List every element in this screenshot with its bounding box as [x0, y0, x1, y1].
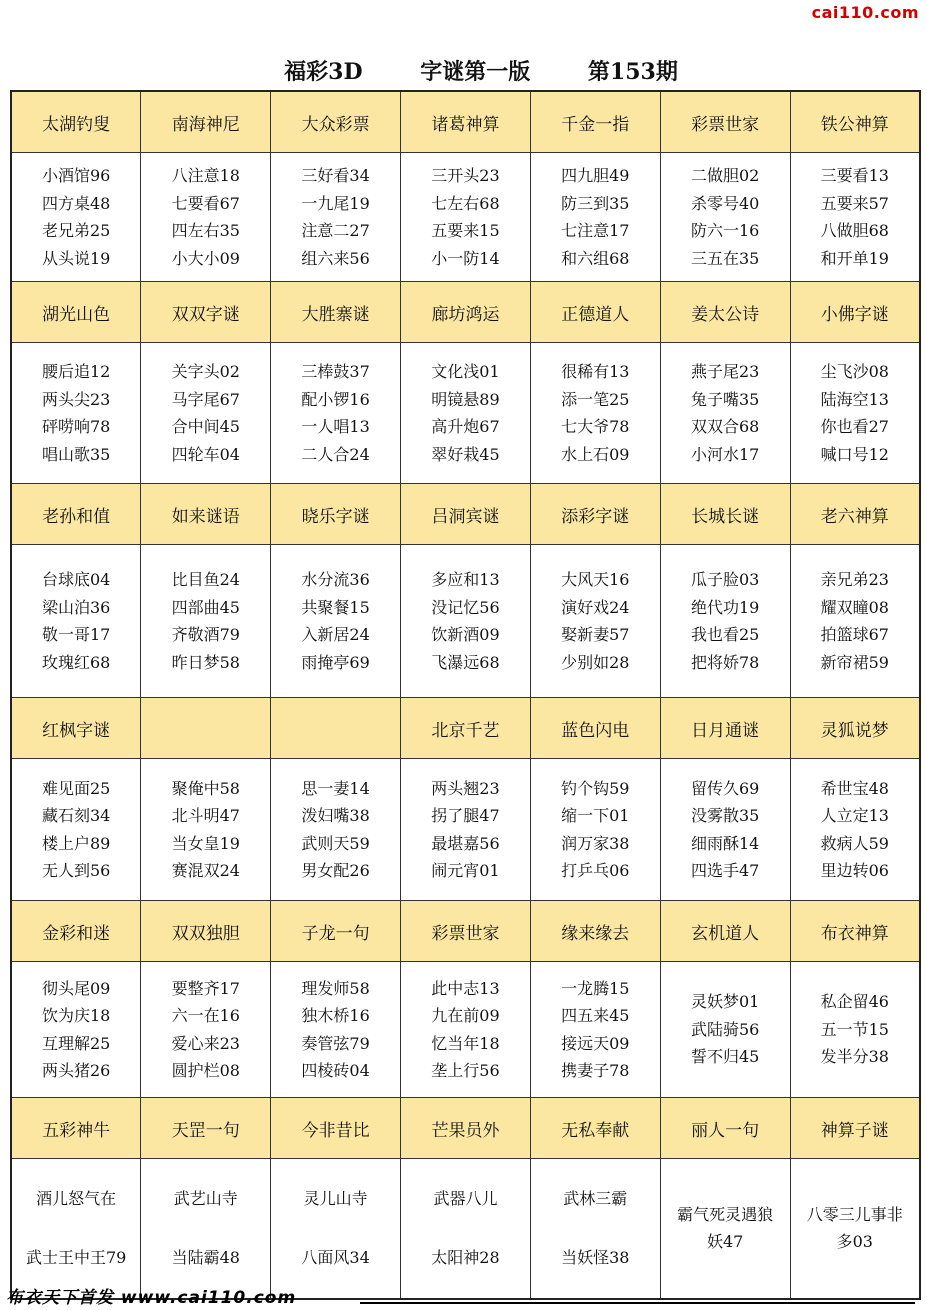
riddle-line: 水上石09 — [561, 444, 630, 464]
riddle-cell — [790, 1159, 920, 1299]
riddle-line: 玫瑰红68 — [41, 652, 111, 672]
column-header: 无私奉献 — [530, 1098, 660, 1159]
riddle-line: 三棒鼓37 — [301, 362, 370, 381]
riddle-line: 添一笔25 — [561, 389, 630, 409]
riddle-line: 大风天16 — [561, 570, 630, 589]
riddle-line: 泼妇嘴38 — [301, 806, 370, 825]
riddle-line: 两头猪26 — [41, 1061, 111, 1080]
riddle-line: 二人合24 — [301, 444, 370, 464]
riddle-cell — [401, 343, 531, 484]
riddle-line: 武艺山寺 — [173, 1188, 238, 1208]
riddle-line: 砰唠响78 — [41, 417, 111, 436]
riddle-cell — [530, 962, 660, 1098]
riddle-line: 武则天59 — [301, 833, 370, 853]
riddle-table — [10, 90, 921, 1300]
header-row — [11, 282, 920, 343]
riddle-cell — [660, 759, 790, 901]
riddle-line: 尘飞沙08 — [820, 362, 889, 381]
riddle-cell — [790, 759, 920, 901]
riddle-line: 四五来45 — [561, 1006, 630, 1025]
riddle-line: 楼上户89 — [41, 833, 111, 853]
riddle-line: 没雾散35 — [690, 806, 760, 825]
riddle-cell — [530, 759, 660, 901]
riddle-cell — [11, 153, 141, 282]
riddle-line: 高升炮67 — [431, 417, 500, 436]
riddle-line: 梁山泊36 — [41, 597, 111, 617]
riddle-line: 配小锣16 — [301, 389, 370, 409]
riddle-line: 八做胆68 — [820, 221, 889, 240]
riddle-row — [11, 343, 920, 484]
riddle-line: 小一防14 — [431, 248, 500, 268]
riddle-line: 三好看34 — [301, 166, 370, 185]
riddle-line: 绝代功19 — [690, 597, 760, 617]
column-header: 彩票世家 — [660, 91, 790, 153]
riddle-line: 杀零号40 — [690, 193, 760, 213]
riddle-line: 演好戏24 — [561, 597, 630, 617]
header-row — [11, 698, 920, 759]
riddle-line: 爱心来23 — [171, 1033, 240, 1053]
riddle-line: 四方桌48 — [41, 193, 111, 213]
riddle-row — [11, 545, 920, 698]
riddle-line: 从头说19 — [41, 248, 111, 268]
riddle-line: 水分流36 — [301, 570, 370, 589]
riddle-line: 小酒馆96 — [41, 166, 111, 185]
riddle-cell — [271, 962, 401, 1098]
riddle-line: 武器八儿 — [433, 1188, 498, 1208]
riddle-line: 关字头02 — [171, 362, 240, 381]
title-edition: 字谜第一版 — [420, 59, 531, 85]
riddle-line: 九在前09 — [431, 1006, 500, 1025]
footer-text: 布衣天下首发 www.cai110.com — [6, 1288, 297, 1308]
riddle-cell — [401, 962, 531, 1098]
header-row — [11, 484, 920, 545]
riddle-cell — [530, 1159, 660, 1299]
riddle-line: 闹元宵01 — [431, 861, 500, 880]
riddle-line: 当妖怪38 — [561, 1248, 630, 1268]
header-row — [11, 901, 920, 962]
column-header: 五彩神牛 — [11, 1098, 141, 1159]
riddle-line: 武陆骑56 — [690, 1019, 760, 1039]
riddle-line: 多应和13 — [431, 570, 500, 589]
riddle-line: 二做胆02 — [690, 166, 760, 185]
riddle-cell — [11, 343, 141, 484]
riddle-line: 拍篮球67 — [820, 625, 889, 644]
riddle-line: 唱山歌35 — [41, 444, 111, 464]
column-header: 北京千艺 — [401, 698, 531, 759]
riddle-line: 酒儿怒气在 — [36, 1188, 117, 1208]
riddle-line: 八零三儿事非 — [806, 1204, 903, 1224]
riddle-line: 希世宝48 — [820, 778, 889, 798]
riddle-line: 四棱砖04 — [301, 1061, 370, 1080]
riddle-line: 理发师58 — [301, 978, 370, 998]
riddle-line: 和开单19 — [820, 248, 889, 268]
riddle-line: 娶新妻57 — [561, 625, 630, 644]
column-header: 大众彩票 — [271, 91, 401, 153]
riddle-line: 五要来57 — [820, 193, 889, 213]
riddle-cell — [271, 759, 401, 901]
column-header: 添彩字谜 — [530, 484, 660, 545]
riddle-line: 翠好栽45 — [431, 444, 500, 464]
riddle-cell — [141, 153, 271, 282]
riddle-cell — [11, 759, 141, 901]
title-issue: 第153期 — [587, 59, 678, 85]
riddle-line: 四部曲45 — [171, 597, 240, 617]
riddle-line: 赛混双24 — [171, 861, 240, 880]
column-header: 诸葛神算 — [401, 91, 531, 153]
riddle-line: 五要来15 — [431, 221, 500, 240]
riddle-line: 防三到35 — [561, 193, 630, 213]
riddle-line: 燕子尾23 — [690, 362, 760, 381]
riddle-line: 注意二27 — [301, 221, 370, 240]
riddle-cell — [401, 759, 531, 901]
riddle-cell — [11, 962, 141, 1098]
column-header: 今非昔比 — [271, 1098, 401, 1159]
riddle-line: 昨日梦58 — [171, 652, 240, 672]
column-header: 神算子谜 — [790, 1098, 920, 1159]
riddle-line: 七要看67 — [171, 193, 240, 213]
riddle-cell — [530, 343, 660, 484]
riddle-line: 细雨酥14 — [690, 833, 760, 853]
riddle-line: 双双合68 — [690, 417, 760, 436]
riddle-cell — [530, 153, 660, 282]
riddle-line: 入新居24 — [301, 625, 370, 644]
riddle-line: 接远天09 — [561, 1033, 630, 1053]
riddle-cell — [271, 545, 401, 698]
riddle-line: 饮新酒09 — [431, 625, 500, 644]
riddle-line: 马字尾67 — [171, 389, 240, 409]
riddle-cell — [141, 545, 271, 698]
column-header: 彩票世家 — [401, 901, 531, 962]
column-header: 子龙一句 — [271, 901, 401, 962]
riddle-cell — [141, 343, 271, 484]
riddle-line: 小大小09 — [171, 248, 240, 268]
riddle-line: 无人到56 — [41, 861, 111, 880]
riddle-cell — [790, 343, 920, 484]
column-header — [141, 698, 271, 759]
column-header: 丽人一句 — [660, 1098, 790, 1159]
riddle-line: 明镜悬89 — [431, 389, 500, 409]
riddle-line: 亲兄弟23 — [820, 570, 889, 589]
column-header: 灵狐说梦 — [790, 698, 920, 759]
column-header: 姜太公诗 — [660, 282, 790, 343]
riddle-line: 两头尖23 — [41, 389, 111, 409]
riddle-line: 誓不归45 — [690, 1047, 760, 1067]
riddle-cell — [660, 545, 790, 698]
riddle-line: 没记忆56 — [431, 597, 500, 617]
riddle-line: 耀双瞳08 — [820, 597, 889, 617]
riddle-line: 瓜子脸03 — [690, 570, 760, 589]
column-header: 小佛字谜 — [790, 282, 920, 343]
riddle-line: 太阳神28 — [431, 1248, 500, 1268]
riddle-cell — [660, 343, 790, 484]
riddle-line: 比目鱼24 — [171, 570, 240, 589]
riddle-cell — [11, 545, 141, 698]
riddle-line: 此中志13 — [431, 978, 500, 998]
riddle-row — [11, 1159, 920, 1299]
riddle-line: 当女皇19 — [171, 833, 240, 853]
riddle-cell — [141, 1159, 271, 1299]
riddle-line: 你也看27 — [820, 417, 889, 436]
riddle-line: 三开头23 — [431, 166, 500, 185]
riddle-line: 新帘裙59 — [820, 652, 889, 672]
column-header: 金彩和迷 — [11, 901, 141, 962]
riddle-line: 喊口号12 — [820, 444, 889, 464]
riddle-line: 灵儿山寺 — [303, 1188, 368, 1208]
riddle-line: 和六组68 — [561, 248, 630, 268]
riddle-cell — [660, 1159, 790, 1299]
column-header: 红枫字谜 — [11, 698, 141, 759]
riddle-line: 一龙腾15 — [561, 978, 630, 998]
riddle-line: 人立定13 — [820, 806, 889, 825]
riddle-cell — [271, 343, 401, 484]
column-header: 太湖钓叟 — [11, 91, 141, 153]
riddle-cell — [141, 962, 271, 1098]
riddle-line: 六一在16 — [171, 1006, 240, 1025]
riddle-line: 一九尾19 — [301, 193, 370, 213]
title-lottery: 福彩3D — [284, 59, 363, 85]
column-header: 布衣神算 — [790, 901, 920, 962]
riddle-line: 我也看25 — [690, 625, 760, 644]
riddle-line: 防六一16 — [690, 221, 760, 240]
riddle-line: 润万家38 — [561, 833, 630, 853]
riddle-line: 彻头尾09 — [41, 978, 111, 998]
riddle-row — [11, 153, 920, 282]
riddle-line: 打乒乓06 — [561, 861, 630, 880]
column-header: 天罡一句 — [141, 1098, 271, 1159]
riddle-line: 一人唱13 — [301, 417, 370, 436]
riddle-line: 五一节15 — [820, 1019, 889, 1039]
riddle-line: 把将娇78 — [690, 652, 760, 672]
riddle-line: 很稀有13 — [561, 362, 630, 381]
riddle-line: 藏石刻34 — [41, 806, 111, 825]
riddle-cell — [141, 759, 271, 901]
riddle-line: 垄上行56 — [431, 1061, 500, 1080]
page-title — [0, 55, 927, 86]
riddle-line: 思一妻14 — [301, 778, 370, 798]
header-row — [11, 91, 920, 153]
riddle-line: 霸气死灵遇狼 — [677, 1204, 774, 1224]
riddle-cell — [401, 545, 531, 698]
riddle-line: 互理解25 — [41, 1033, 111, 1053]
riddle-line: 敬一哥17 — [41, 625, 111, 644]
column-header: 湖光山色 — [11, 282, 141, 343]
riddle-line: 缩一下01 — [561, 806, 630, 825]
riddle-line: 四九胆49 — [561, 166, 630, 185]
riddle-line: 两头翘23 — [431, 778, 500, 798]
riddle-line: 三五在35 — [690, 248, 760, 268]
column-header: 蓝色闪电 — [530, 698, 660, 759]
riddle-line: 组六来56 — [301, 248, 370, 268]
column-header: 老六神算 — [790, 484, 920, 545]
column-header: 廊坊鸿运 — [401, 282, 531, 343]
riddle-line: 妖47 — [706, 1232, 744, 1252]
riddle-line: 拐了腿47 — [431, 806, 500, 825]
riddle-line: 要整齐17 — [171, 978, 240, 998]
column-header: 双双独胆 — [141, 901, 271, 962]
riddle-line: 多03 — [836, 1232, 873, 1252]
column-header: 长城长谜 — [660, 484, 790, 545]
footer-rule — [360, 1302, 915, 1304]
riddle-line: 少别如28 — [561, 652, 630, 672]
column-header: 大胜寨谜 — [271, 282, 401, 343]
column-header: 缘来缘去 — [530, 901, 660, 962]
riddle-line: 雨掩亭69 — [301, 652, 370, 672]
riddle-line: 武士王中王79 — [25, 1248, 127, 1268]
riddle-line: 灵妖梦01 — [690, 992, 760, 1012]
riddle-line: 北斗明47 — [171, 806, 240, 825]
riddle-cell — [271, 1159, 401, 1299]
riddle-cell — [401, 1159, 531, 1299]
riddle-line: 武林三霸 — [563, 1188, 628, 1208]
riddle-line: 留传久69 — [690, 778, 760, 798]
riddle-line: 四左右35 — [171, 221, 240, 240]
riddle-line: 文化浅01 — [431, 362, 500, 381]
riddle-line: 难见面25 — [41, 778, 111, 798]
riddle-line: 聚俺中58 — [171, 778, 240, 798]
riddle-cell — [271, 153, 401, 282]
riddle-line: 当陆霸48 — [171, 1248, 240, 1268]
riddle-line: 七注意17 — [561, 221, 630, 240]
riddle-line: 腰后追12 — [41, 362, 111, 381]
column-header: 玄机道人 — [660, 901, 790, 962]
column-header: 晓乐字谜 — [271, 484, 401, 545]
riddle-line: 兔子嘴35 — [690, 389, 760, 409]
column-header: 芒果员外 — [401, 1098, 531, 1159]
riddle-line: 独木桥16 — [301, 1006, 370, 1025]
riddle-line: 发半分38 — [820, 1047, 889, 1067]
riddle-line: 八注意18 — [171, 166, 240, 185]
riddle-line: 四选手47 — [690, 861, 760, 880]
riddle-cell — [530, 545, 660, 698]
column-header: 千金一指 — [530, 91, 660, 153]
riddle-cell — [790, 153, 920, 282]
riddle-line: 钓个钩59 — [561, 778, 630, 798]
riddle-line: 共聚餐15 — [301, 597, 370, 617]
column-header: 吕洞宾谜 — [401, 484, 531, 545]
riddle-line: 忆当年18 — [431, 1033, 500, 1053]
column-header: 双双字谜 — [141, 282, 271, 343]
riddle-line: 饮为庆18 — [41, 1006, 111, 1025]
riddle-line: 救病人59 — [820, 833, 889, 853]
riddle-line: 七大爷78 — [561, 417, 630, 436]
riddle-line: 齐敬酒79 — [171, 625, 240, 644]
column-header — [271, 698, 401, 759]
riddle-line: 小河水17 — [690, 444, 760, 464]
riddle-line: 携妻子78 — [561, 1061, 630, 1080]
column-header: 老孙和值 — [11, 484, 141, 545]
riddle-cell — [790, 962, 920, 1098]
riddle-line: 四轮车04 — [171, 444, 240, 464]
riddle-line: 合中间45 — [171, 417, 240, 436]
riddle-cell — [660, 962, 790, 1098]
riddle-line: 圆护栏08 — [171, 1061, 240, 1080]
riddle-row — [11, 759, 920, 901]
riddle-line: 私企留46 — [820, 992, 889, 1012]
riddle-line: 七左右68 — [431, 193, 500, 213]
riddle-line: 飞瀑远68 — [431, 652, 500, 672]
riddle-line: 老兄弟25 — [41, 221, 111, 240]
column-header: 南海神尼 — [141, 91, 271, 153]
riddle-line: 三要看13 — [820, 166, 889, 185]
column-header: 日月通谜 — [660, 698, 790, 759]
riddle-line: 里边转06 — [820, 861, 889, 880]
header-row — [11, 1098, 920, 1159]
riddle-row — [11, 962, 920, 1098]
column-header: 铁公神算 — [790, 91, 920, 153]
riddle-cell — [790, 545, 920, 698]
site-logo: cai110.com — [811, 3, 919, 22]
riddle-line: 奏管弦79 — [301, 1033, 370, 1053]
column-header: 如来谜语 — [141, 484, 271, 545]
riddle-line: 最堪嘉56 — [431, 833, 500, 853]
riddle-line: 八面风34 — [301, 1248, 370, 1268]
column-header: 正德道人 — [530, 282, 660, 343]
riddle-line: 男女配26 — [301, 861, 370, 880]
riddle-line: 台球底04 — [41, 570, 111, 589]
riddle-cell — [11, 1159, 141, 1299]
riddle-line: 陆海空13 — [820, 389, 889, 409]
riddle-cell — [401, 153, 531, 282]
riddle-cell — [660, 153, 790, 282]
